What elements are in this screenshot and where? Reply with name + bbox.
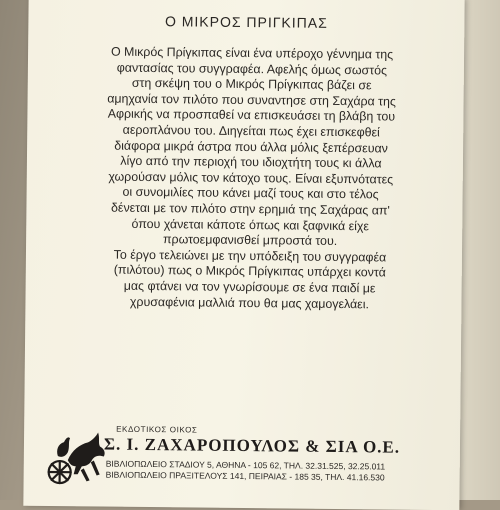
chariot-horses-logo-icon: [38, 430, 109, 489]
blurb-paragraph-2: Το έργο τελειώνει με την υπόδειξη του συγγραφέα (πιλότου) πως ο Μικρός Πρίγκιπας υπάρχει κοντά μας φτάνει να τον γνωρίσουμε σε ένα παιδί με χρυσαφένια μαλλιά που θα μας χαμογελάει.: [103, 247, 396, 312]
publisher-name: Σ. Ι. ΖΑΧΑΡΟΠΟΥΛΟΣ & ΣΙΑ Ο.Ε.: [104, 435, 400, 458]
blurb-paragraph-1: Ο Μικρός Πρίγκιπας είναι ένα υπέροχο γέννημα της φαντασίας του συγγραφέα. Αφελής όμως σωστός στη σκέψη του ο Μικρός Πρίγκιπας βάζει σε αμηχανία τον πιλότο που συναντησε στη Σαχάρα της Αφρικής να προσπαθεί να επισκευάσει τη βλάβη του αεροπλάνου του. Διηγείται πως έχει επισκεφθεί διάφορα μικρά άστρα που άλλα μόλις ξεπέρσευαν λίγο από την περιοχή του ιδιοχτήτη τους κι άλλα χωρούσαν μόλις τον κάτοχο τους. Είναι εξυπνότατες οι συνομιλίες που κάνει μαζί τους και στο τέλος δένεται με τον πιλότο στην ερημιά της Σαχάρας απ' όπου χάνεται κάποτε όπως και ξαφνικά είχε πρωτοεμφανισθεί μπροστά του.: [104, 45, 398, 251]
page-title: Ο ΜΙΚΡΟΣ ΠΡΙΓΚΙΠΑΣ: [28, 12, 464, 33]
book-page: [23, 0, 464, 510]
publisher-address-athens: ΒΙΒΛΙΟΠΩΛΕΙΟ ΣΤΑΔΙΟΥ 5, ΑΘΗΝΑ - 105 62, ΤΗΛ. 32.31.525, 32.25.011: [106, 459, 385, 472]
publisher-block: [37, 422, 448, 506]
blurb-text: [103, 45, 398, 313]
publisher-address-piraeus: ΒΙΒΛΙΟΠΩΛΕΙΟ ΠΡΑΞΙΤΕΛΟΥΣ 141, ΠΕΙΡΑΙΑΣ - 185 35, ΤΗΛ. 41.16.530: [106, 470, 385, 483]
publisher-label: ΕΚΔΟΤΙΚΟΣ ΟΙΚΟΣ: [116, 425, 197, 435]
